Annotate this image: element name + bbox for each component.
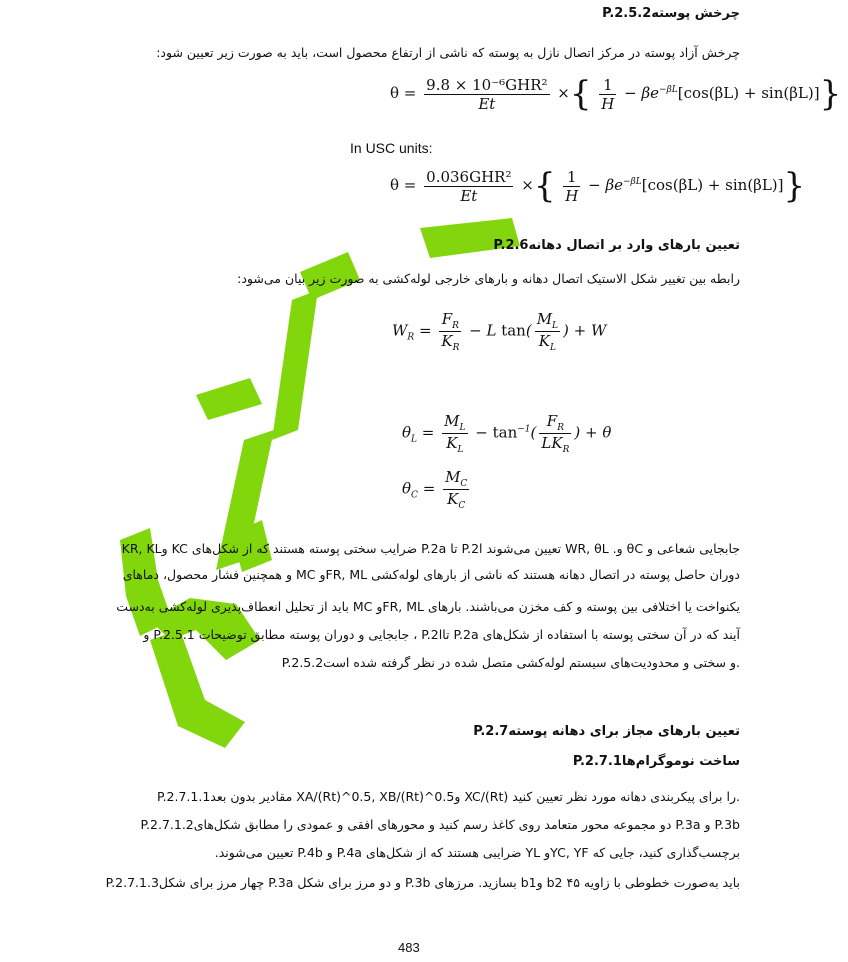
paragraph-line: P.2.5.2و سختی و محدودیت‌های سیستم لوله‌کشی متصل شده در نظر گرفته شده است. bbox=[281, 655, 740, 670]
eq1-numerator: 9.8 × 10⁻⁶GHR² bbox=[426, 75, 548, 94]
section-heading-2-5-2: P.2.5.2چرخش پوسته bbox=[602, 6, 740, 21]
paragraph-line: دوران حاصل پوسته در اتصال دهانه هستند که ناشی از بارهای لوله‌کشی FR, MLو MC و همچنین فشار محصول، دماهای bbox=[122, 567, 740, 582]
paragraph-line: P.2.7.1.1مقادیر بدون بعد XA/(Rt)^0.5, XB/(Rt)^0.5و XC/(Rt) را برای پیکربندی دهانه مورد نظر تعیین کنید. bbox=[156, 789, 740, 804]
equation-theta-l: $\theta_L$ = $\frac{M_L}{K_L}$ − $\tan^{-1}$( $\frac{F_R}{LK_R}$ ) + θ bbox=[402, 412, 612, 455]
equation-wr: $W_R$ = $\frac{F_R}{K_R}$ − L tan( $\frac{M_L}{K_L}$ ) + W bbox=[392, 310, 607, 353]
watermark-mark bbox=[196, 378, 262, 420]
paragraph-line: برچسب‌گذاری کنید، جایی که YC, YFو YL ضرایبی هستند که از شکل‌های P.4a و P.4b تعیین می‌شوند. bbox=[214, 845, 740, 860]
equation-theta-c: $\theta_C$ = $\frac{M_C}{K_C}$ bbox=[402, 468, 468, 511]
subsection-heading-2-7-1: P.2.7.1ساخت نوموگرام‌ها bbox=[572, 754, 740, 769]
paragraph-line: KR, KLو KC ضرایب سختی پوسته هستند که از شکل‌های P.2a تا P.2l تعیین می‌شوند WR, θL .و θC جابجایی شعاعی و bbox=[121, 541, 740, 556]
paragraph-nozzle-loads: رابطه بین تغییر شکل الاستیک اتصال دهانه و بارهای خارجی لوله‌کشی به صورت زیر بیان می‌شود: bbox=[237, 271, 740, 286]
section-heading-2-7: P.2.7تعیین بارهای مجاز برای دهانه پوسته bbox=[473, 724, 740, 739]
paragraph-shell-rotation: چرخش آزاد پوسته در مرکز اتصال نازل به پوسته که ناشی از ارتفاع محصول است، باید به صورت زیر تعیین شود: bbox=[156, 45, 740, 60]
page-number: 483 bbox=[398, 940, 420, 955]
equation-theta-usc: θ = $\frac{\text{0.036GHR²}}{Et}$ ×{ $\frac{1}{H}$ − $\beta e^{-\beta L}[\cos(\beta L) + \sin(\beta L)]$} bbox=[390, 166, 806, 206]
paragraph-line: آیند که در آن سختی پوسته با استفاده از شکل‌های P.2a تاP.2l ، جابجایی و دوران پوسته مطابق توضیحات P.2.5.1 و bbox=[143, 627, 740, 642]
usc-units-label: In USC units: bbox=[350, 140, 433, 156]
paragraph-line: P.2.7.1.2دو مجموعه محور متعامد روی کاغذ رسم کنید و محورهای افقی و عمودی را مطابق شکل‌های P.3a و P.3b bbox=[140, 817, 740, 832]
equation-theta-si: θ = $\frac{\text{9.8 × 10⁻⁶GHR²}}{Et}$ ×{ $\frac{1}{H}$ − $\beta e^{-\beta L}[\cos(\beta L) + \sin(\beta L)]$} bbox=[390, 74, 842, 114]
eq2-denominator: Et bbox=[460, 186, 478, 205]
paragraph-line: یکنواخت یا اختلافی بین پوسته و کف مخزن می‌باشند. بارهای FR, MLو MC باید از تحلیل انعطاف‌پذیری لوله‌کشی به‌دست bbox=[116, 599, 740, 614]
eq2-numerator: 0.036GHR² bbox=[426, 167, 512, 186]
paragraph-line: P.2.7.1.3چهار مرز برای شکل P.3a و دو مرز برای شکل P.3b بسازید. مرزهای b1و b2 باید به‌صورت خطوطی با زاویه ۴۵ bbox=[105, 875, 740, 890]
eq1-denominator: Et bbox=[478, 94, 496, 113]
section-heading-2-6: P.2.6تعیین بارهای وارد بر اتصال دهانه bbox=[493, 238, 740, 253]
watermark-mark bbox=[272, 290, 318, 440]
